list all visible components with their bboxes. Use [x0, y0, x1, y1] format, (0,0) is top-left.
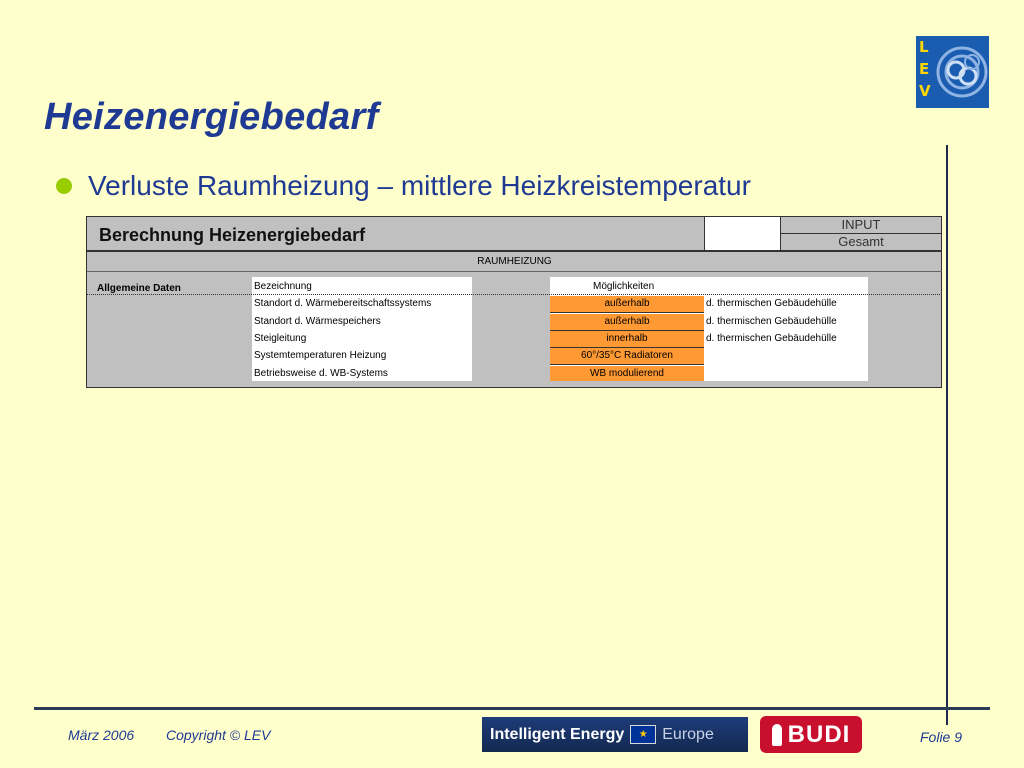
- logo-letter-v: V: [919, 82, 931, 100]
- row-note: d. thermischen Gebäudehülle: [706, 333, 837, 344]
- logo-letter-e: E: [919, 60, 930, 78]
- moeglichkeiten-header: Möglichkeiten: [593, 281, 655, 292]
- input-label: INPUT: [780, 217, 942, 234]
- eu-flag-icon: ★: [630, 725, 656, 744]
- row-bezeichnung: Steigleitung: [254, 333, 307, 344]
- sheet-header: [87, 217, 942, 252]
- footer-divider: [34, 707, 990, 710]
- row-bezeichnung: Systemtemperaturen Heizung: [254, 350, 387, 361]
- slide-title: Heizenergiebedarf: [44, 96, 379, 138]
- intelligent-energy-europe-logo: [482, 717, 748, 752]
- header-blank-cell: [704, 217, 781, 250]
- footer-date: März 2006: [68, 727, 135, 743]
- option-cell[interactable]: 60°/35°C Radiatoren: [550, 348, 704, 365]
- option-cell[interactable]: innerhalb: [550, 331, 704, 348]
- bezeichnung-header: Bezeichnung: [254, 281, 312, 292]
- row-bezeichnung: Standort d. Wärmespeichers: [254, 316, 381, 327]
- row-note: d. thermischen Gebäudehülle: [706, 298, 837, 309]
- row-bezeichnung: Betriebsweise d. WB-Systems: [254, 368, 388, 379]
- row-bezeichnung: Standort d. Wärmebereitschaftssystems: [254, 298, 432, 309]
- budi-logo: [760, 716, 862, 753]
- footer-copyright: Copyright © LEV: [166, 727, 271, 743]
- option-cell[interactable]: außerhalb: [550, 314, 704, 331]
- bullet-item: [56, 170, 751, 202]
- bullet-text: Verluste Raumheizung – mittlere Heizkreistemperatur: [88, 170, 751, 201]
- logo-letter-l: L: [919, 38, 929, 56]
- lev-logo: [916, 36, 989, 108]
- bullet-dot-icon: [56, 178, 72, 194]
- allgemeine-daten-label: Allgemeine Daten: [97, 283, 181, 294]
- budi-logo-text: BUDI: [787, 720, 851, 748]
- gesamt-label: Gesamt: [838, 234, 884, 249]
- section-heading: RAUMHEIZUNG: [87, 253, 942, 272]
- dotted-separator: [87, 294, 942, 295]
- vertical-divider: [946, 145, 948, 725]
- row-note: d. thermischen Gebäudehülle: [706, 316, 837, 327]
- option-cell[interactable]: WB modulierend: [550, 366, 704, 381]
- keyhole-icon: [772, 724, 782, 746]
- iee-logo-bold: Intelligent Energy: [490, 725, 625, 743]
- option-cell[interactable]: außerhalb: [550, 296, 704, 313]
- sheet-title: Berechnung Heizenergiebedarf: [99, 225, 366, 245]
- slide-number: Folie 9: [920, 729, 963, 745]
- iee-logo-light: Europe: [662, 725, 714, 743]
- spreadsheet-table: [86, 216, 942, 388]
